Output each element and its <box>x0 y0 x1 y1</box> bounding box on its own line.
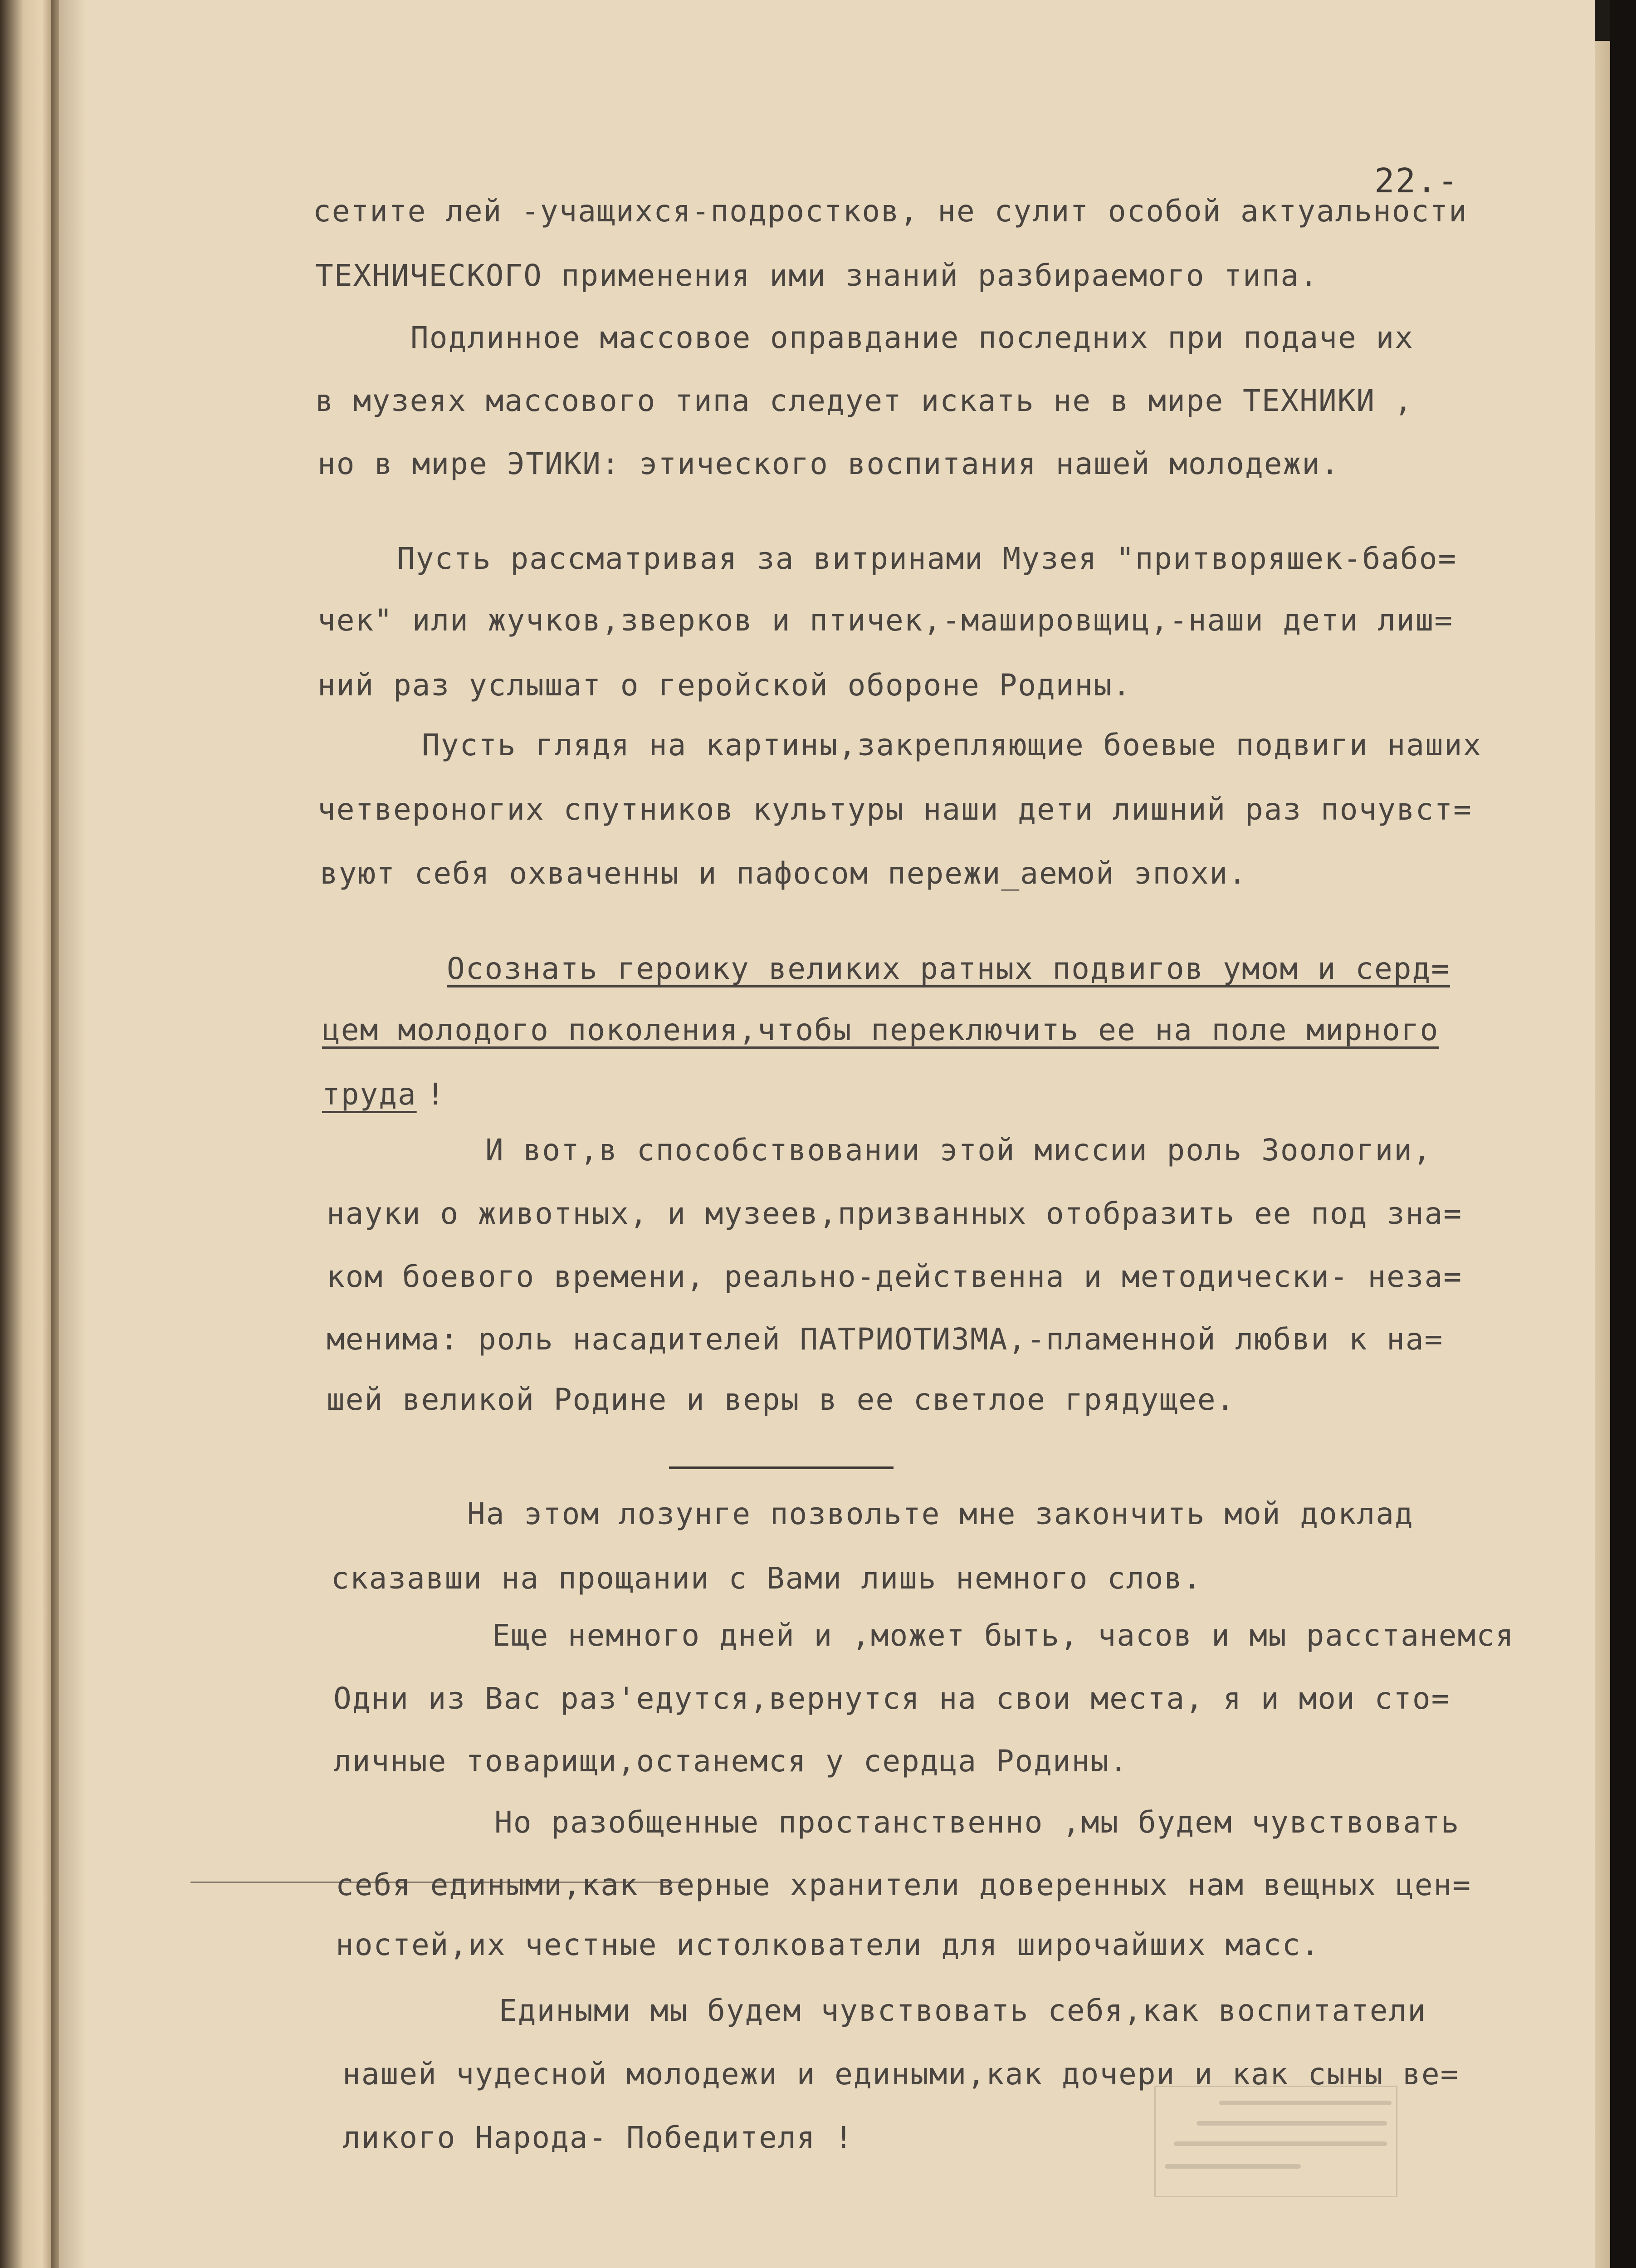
text-line: сказавши на прощании с Вами лишь немного слов. <box>331 1561 1202 1596</box>
underlined-slogan-line: Осознать героику великих ратных подвигов умом и серд= <box>447 951 1450 986</box>
text-line: Еще немного дней и ,может быть, часов и мы расстанемся <box>492 1618 1514 1653</box>
text-line: ! <box>426 1077 445 1112</box>
text-line: в музеях массового типа следует искать не в мире ТЕХНИКИ , <box>315 383 1413 418</box>
section-divider <box>669 1466 894 1469</box>
text-line: ТЕХНИЧЕСКОГО применения ими знаний разбираемого типа. <box>315 258 1319 293</box>
text-line: себя едиными,как верные хранители доверенных нам вещных цен= <box>336 1867 1472 1902</box>
text-line: нашей чудесной молодежи и едиными,как дочери и как сыны ве= <box>342 2057 1460 2092</box>
text-line: Пусть рассматривая за витринами Музея "притворяшек-бабо= <box>397 541 1457 576</box>
text-line: четвероногих спутников культуры наши дети лишний раз почувст= <box>317 792 1472 827</box>
text-line: Подлинное массовое оправдание последних при подаче их <box>410 320 1414 355</box>
text-line: науки о животных, и музеев,призванных отобразить ее под зна= <box>327 1196 1463 1231</box>
text-line: Пусть глядя на картины,закрепляющие боевые подвиги наших <box>422 728 1482 763</box>
facing-page-edge <box>0 0 52 2268</box>
text-line: ликого Народа- Победителя ! <box>342 2120 854 2155</box>
text-line: ний раз услышат о геройской обороне Родины. <box>317 668 1132 703</box>
text-line: сетите лей -учащихся-подростков, не сулит особой актуальности <box>313 194 1468 229</box>
text-line: ком боевого времени, реально-действенна и методически- неза= <box>327 1259 1463 1294</box>
text-line: менима: роль насадителей ПАТРИОТИЗМА,-пламенной любви к на= <box>327 1322 1444 1357</box>
text-line: вуют себя охваченны и пафосом пережи_аемой эпохи. <box>320 856 1248 891</box>
underlined-slogan-line: труда <box>322 1077 417 1112</box>
text-line: чек" или жучков,зверков и птичек,-машировщиц,-наши дети лиш= <box>317 603 1454 638</box>
page-number: 22.- <box>1374 161 1459 200</box>
background-edge <box>1610 0 1636 2268</box>
text-line: но в мире ЭТИКИ: этического воспитания нашей молодежи. <box>317 446 1340 481</box>
text-line: ностей,их честные истолкователи для широчайших масс. <box>336 1927 1320 1962</box>
archive-stamp <box>1154 2086 1397 2197</box>
text-line: Одни из Вас раз'едутся,вернутся на свои места, я и мои сто= <box>333 1681 1450 1716</box>
text-line: И вот,в способствовании этой миссии роль Зоологии, <box>485 1133 1432 1168</box>
text-line: шей великой Родине и веры в ее светлое грядущее. <box>327 1382 1236 1417</box>
text-line: Едиными мы будем чувствовать себя,как воспитатели <box>499 1993 1427 2028</box>
next-page-edge <box>1595 41 1610 2268</box>
text-line: На этом лозунге позвольте мне закончить мой доклад <box>467 1496 1414 1531</box>
text-line: Но разобщенные простанственно ,мы будем чувствовать <box>494 1805 1460 1840</box>
text-line: личные товарищи,останемся у сердца Родины. <box>333 1744 1128 1779</box>
underlined-slogan-line: цем молодого поколения,чтобы переключить ее на поле мирного <box>322 1012 1439 1047</box>
